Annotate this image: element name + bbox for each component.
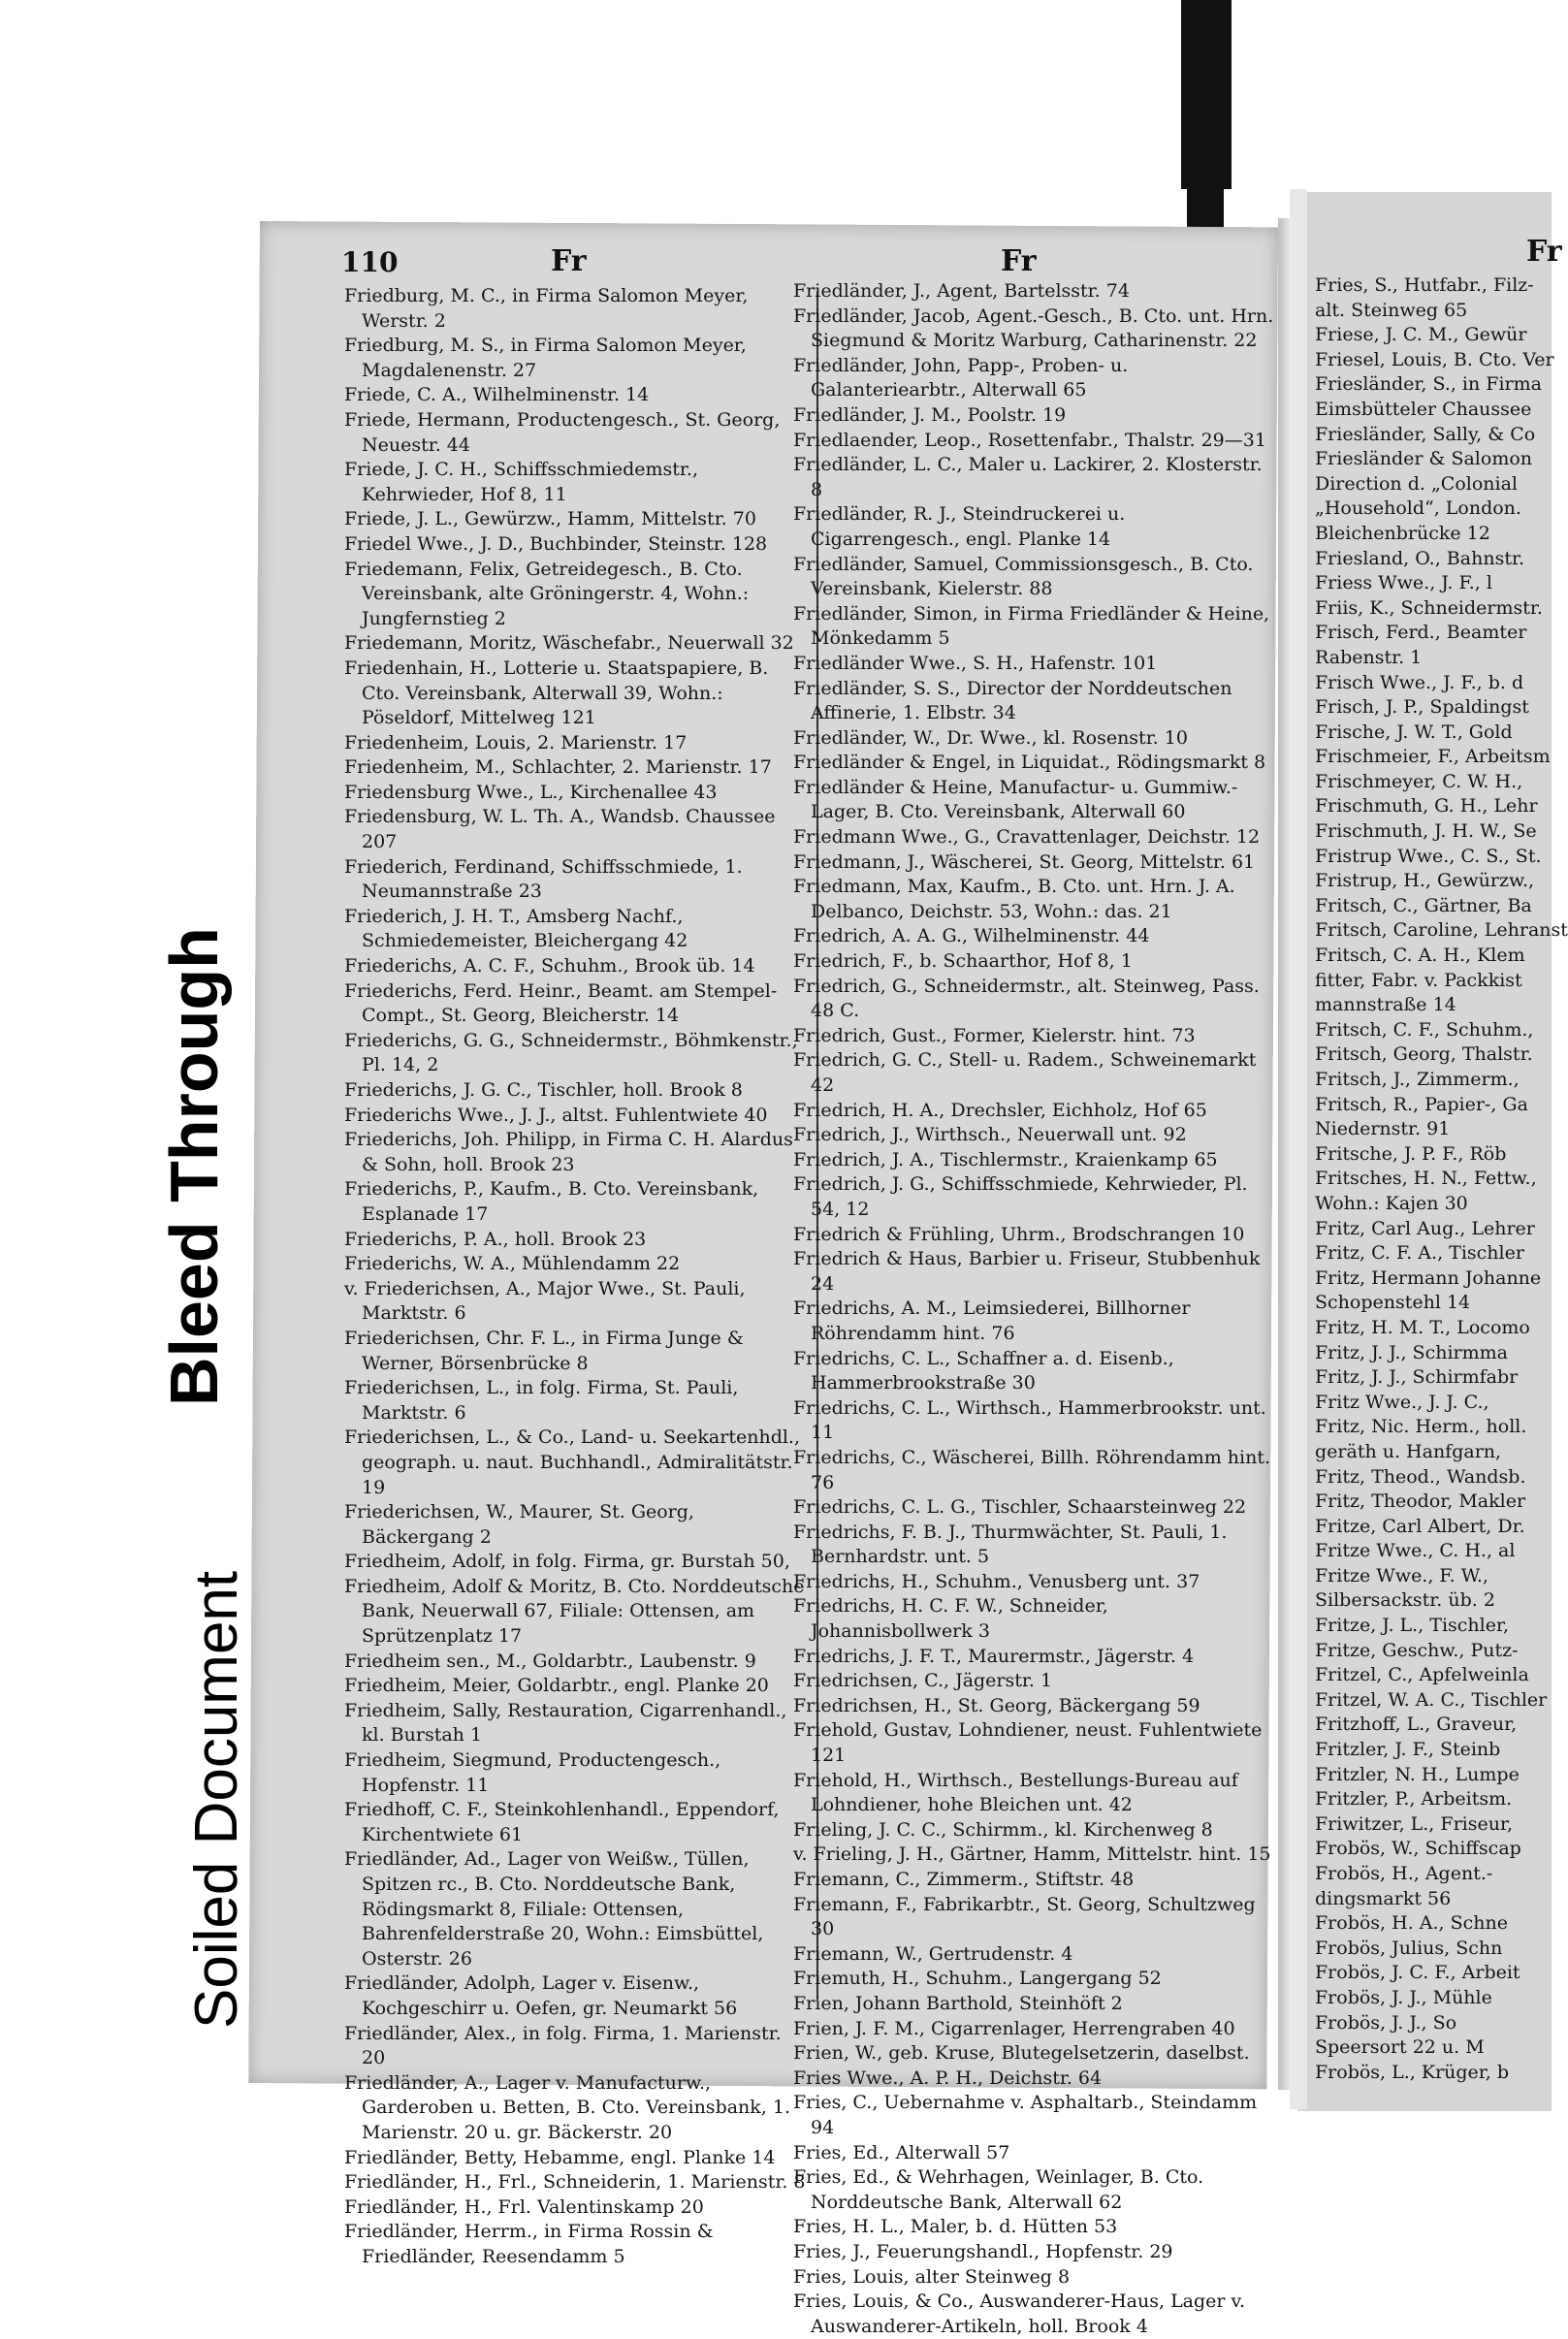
directory-entry: v. Frieling, J. H., Gärtner, Hamm, Mittelstr. hint. 15 bbox=[793, 1843, 1271, 1866]
directory-entry: Friederich, J. H. T., Amsberg Nachf., Schmiedemeister, Bleichergang 42 bbox=[344, 905, 688, 952]
directory-entry: Frobös, W., Schiffscap bbox=[1315, 1838, 1521, 1860]
directory-entry: dingsmarkt 56 bbox=[1315, 1887, 1452, 1909]
directory-entry: Frien, W., geb. Kruse, Blutegelsetzerin, daselbst. bbox=[793, 2042, 1250, 2065]
directory-entry: Friedrich, F., b. Schaarthor, Hof 8, 1 bbox=[793, 950, 1133, 973]
directory-entry: Friedländer, R. J., Steindruckerei u. Cigarrengesch., engl. Planke 14 bbox=[793, 503, 1126, 550]
directory-entry: Rabenstr. 1 bbox=[1315, 646, 1423, 668]
directory-entry: Friederichs, Ferd. Heinr., Beamt. am Stempel-Compt., St. Georg, Bleicherstr. 14 bbox=[344, 979, 778, 1027]
directory-entry: Friemann, F., Fabrikarbtr., St. Georg, Schultzweg 30 bbox=[793, 1893, 1256, 1940]
directory-entry: Frisch Wwe., J. F., b. d bbox=[1315, 671, 1524, 693]
directory-entry: Friederichsen, L., & Co., Land- u. Seekartenhdl., geograph. u. naut. Buchhandl., Admiralitätstr. 19 bbox=[344, 1426, 801, 1498]
directory-entry: Frische, J. W. T., Gold bbox=[1315, 721, 1513, 743]
directory-entry: Fritz, J. J., Schirmfabr bbox=[1315, 1366, 1519, 1389]
directory-entry: Friedländer, J. M., Poolstr. 19 bbox=[793, 403, 1067, 426]
directory-entry: Friedrich, J. G., Schiffsschmiede, Kehrwieder, Pl. 54, 12 bbox=[793, 1173, 1248, 1220]
directory-entry: Friedländer, L. C., Maler u. Lackirer, 2. Klosterstr. 8 bbox=[793, 454, 1263, 500]
directory-entry: v. Friederichsen, A., Major Wwe., St. Pauli, Marktstr. 6 bbox=[344, 1277, 746, 1325]
directory-entry: Friehold, H., Wirthsch., Bestellungs-Bureau auf Lohndiener, hohe Bleichen unt. 42 bbox=[793, 1769, 1238, 1816]
directory-entry: Friederichsen, Chr. F. L., in Firma Junge & Werner, Börsenbrücke 8 bbox=[344, 1327, 744, 1374]
directory-entry: Fries, J., Feuerungshandl., Hopfenstr. 29 bbox=[793, 2240, 1173, 2262]
directory-entry: Fritsch, Caroline, Lehranst bbox=[1315, 919, 1568, 942]
directory-entry: Fritsch, R., Papier-, Ga bbox=[1315, 1093, 1528, 1115]
directory-entry: Friedheim, Adolf & Moritz, B. Cto. Norddeutsche Bank, Neuerwall 67, Filiale: Ottensen, am Sprützenplatz 17 bbox=[344, 1575, 805, 1648]
directory-entry: Friese, J. C. M., Gewür bbox=[1315, 324, 1527, 346]
directory-entry: Fritz, Carl Aug., Lehrer bbox=[1315, 1217, 1535, 1239]
directory-entry: Frobös, H. A., Schne bbox=[1315, 1912, 1508, 1935]
directory-entry: Friedhoff, C. F., Steinkohlenhandl., Eppendorf, Kirchentwiete 61 bbox=[344, 1799, 780, 1845]
directory-entry: Frischmeyer, C. W. H., bbox=[1315, 770, 1523, 792]
directory-entry: Fritz, Nic. Herm., holl. bbox=[1315, 1416, 1527, 1438]
directory-entry: Frobös, H., Agent.- bbox=[1315, 1863, 1493, 1884]
directory-entry: Wohn.: Kajen 30 bbox=[1315, 1192, 1468, 1214]
page-number: 110 bbox=[341, 246, 399, 278]
directory-entry: geräth u. Hanfgarn, bbox=[1315, 1440, 1502, 1462]
directory-entry: Frobös, L., Krüger, b bbox=[1315, 2061, 1510, 2083]
directory-entry: Fries, H. L., Maler, b. d. Hütten 53 bbox=[793, 2216, 1118, 2238]
directory-entry: Friedländer, J., Agent, Bartelsstr. 74 bbox=[793, 280, 1130, 302]
directory-entry: Fries Wwe., A. P. H., Deichstr. 64 bbox=[793, 2067, 1103, 2089]
directory-entry: Bleichenbrücke 12 bbox=[1315, 522, 1490, 544]
directory-entry: Friedrichs, C. L., Wirthsch., Hammerbrookstr. unt. 11 bbox=[793, 1396, 1266, 1444]
directory-entry: Friehold, Gustav, Lohndiener, neust. Fuhlentwiete 121 bbox=[793, 1719, 1263, 1767]
directory-entry: Friedländer, W., Dr. Wwe., kl. Rosenstr. 10 bbox=[793, 726, 1188, 749]
directory-entry: Fritz, Theod., Wandsb. bbox=[1315, 1465, 1526, 1488]
directory-entry: Direction d. „Colonial bbox=[1315, 472, 1518, 495]
page-edge bbox=[1278, 218, 1292, 2090]
page-header-left: Fr bbox=[551, 244, 587, 278]
directory-entry: Friederichs, J. G. C., Tischler, holl. Brook 8 bbox=[344, 1079, 743, 1101]
directory-entry: Fries, Louis, & Co., Auswanderer-Haus, Lager v. Auswanderer-Artikeln, holl. Brook 4 bbox=[793, 2291, 1246, 2337]
directory-entry: Friemann, W., Gertrudenstr. 4 bbox=[793, 1942, 1073, 1965]
directory-entry: Fritz, Theodor, Makler bbox=[1315, 1490, 1526, 1513]
directory-entry: Friedrich, J. A., Tischlermstr., Kraienkamp 65 bbox=[793, 1148, 1218, 1170]
directory-entry: Fritz, J. J., Schirmma bbox=[1315, 1341, 1508, 1363]
directory-entry: Friederichs, A. C. F., Schuhm., Brook üb. 14 bbox=[344, 955, 755, 977]
directory-entry: Fritsch, C. F., Schuhm., bbox=[1315, 1018, 1534, 1041]
directory-entry: Frisch, Ferd., Beamter bbox=[1315, 622, 1527, 644]
directory-entry: Fritsch, C., Gärtner, Ba bbox=[1315, 894, 1532, 916]
directory-entry: Friedländer Wwe., S. H., Hafenstr. 101 bbox=[793, 652, 1158, 674]
directory-entry: Friedenheim, M., Schlachter, 2. Marienstr. 17 bbox=[344, 756, 772, 779]
directory-entry: Friemann, C., Zimmerm., Stiftstr. 48 bbox=[793, 1869, 1135, 1890]
directory-entry: Fritzel, W. A. C., Tischler bbox=[1315, 1688, 1548, 1711]
directory-entry: Friedemann, Felix, Getreidegesch., B. Cto. Vereinsbank, alte Gröningerstr. 4, Wohn.: Jungfernstieg 2 bbox=[344, 558, 750, 629]
directory-entry: Friedländer, Samuel, Commissionsgesch., B. Cto. Vereinsbank, Kielerstr. 88 bbox=[793, 553, 1254, 600]
directory-entry: Friedrichs, H., Schuhm., Venusberg unt. 37 bbox=[793, 1570, 1200, 1592]
book-spine bbox=[1290, 189, 1307, 2109]
directory-entry: Fritzel, C., Apfelweinla bbox=[1315, 1664, 1529, 1686]
directory-entry: Fritz, C. F. A., Tischler bbox=[1315, 1242, 1524, 1265]
page-header-right: Fr bbox=[1001, 244, 1037, 278]
directory-entry: Fritze, Geschw., Putz- bbox=[1315, 1639, 1519, 1661]
directory-entry: Friederichs, W. A., Mühlendamm 22 bbox=[344, 1253, 681, 1275]
directory-entry: Fristrup Wwe., C. S., St. bbox=[1315, 845, 1542, 867]
directory-entry: Silbersackstr. üb. 2 bbox=[1315, 1589, 1495, 1612]
directory-entry: Fritsch, C. A. H., Klem bbox=[1315, 945, 1525, 967]
directory-entry: Fries, Louis, alter Steinweg 8 bbox=[793, 2265, 1071, 2288]
scan-black-bar-lower bbox=[1187, 189, 1224, 228]
directory-entry: Friedrich, Gust., Former, Kielerstr. hint. 73 bbox=[793, 1024, 1196, 1046]
directory-entry: Frischmeier, F., Arbeitsm bbox=[1315, 746, 1551, 768]
directory-entry: Frien, J. F. M., Cigarrenlager, Herrengraben 40 bbox=[793, 2017, 1235, 2039]
directory-entry: Friedrich & Frühling, Uhrm., Brodschrangen 10 bbox=[793, 1223, 1245, 1245]
directory-entry: Friedländer, Alex., in folg. Firma, 1. Marienstr. 20 bbox=[344, 2022, 782, 2069]
directory-entry: Friedburg, M. C., in Firma Salomon Meyer, Werstr. 2 bbox=[344, 285, 749, 332]
directory-entry: Fries, C., Uebernahme v. Asphaltarb., Steindamm 94 bbox=[793, 2092, 1258, 2138]
directory-entry: Friederichs, G. G., Schneidermstr., Böhmkenstr., Pl. 14, 2 bbox=[344, 1029, 798, 1076]
directory-entry: Friedheim, Meier, Goldarbtr., engl. Planke 20 bbox=[344, 1675, 769, 1697]
directory-entry: Friedländer, Betty, Hebamme, engl. Planke 14 bbox=[344, 2146, 776, 2168]
directory-entry: Friedenheim, Louis, 2. Marienstr. 17 bbox=[344, 731, 688, 753]
directory-entry: Friedländer, S. S., Director der Norddeutschen Affinerie, 1. Elbstr. 34 bbox=[793, 677, 1232, 724]
directory-entry: Friedländer, John, Papp-, Proben- u. Galanteriearbtr., Alterwall 65 bbox=[793, 354, 1129, 401]
directory-entry: Fritzler, P., Arbeitsm. bbox=[1315, 1788, 1513, 1810]
directory-entry: Friedheim sen., M., Goldarbtr., Laubenstr. 9 bbox=[344, 1650, 756, 1672]
soiled-document-label: Soiled Document bbox=[183, 1570, 250, 2029]
directory-entry: Friesländer & Salomon bbox=[1315, 448, 1533, 470]
directory-entry: Friedrich & Haus, Barbier u. Friseur, Stubbenhuk 24 bbox=[793, 1248, 1261, 1295]
directory-entry: Friesländer, S., in Firma bbox=[1315, 373, 1542, 396]
directory-entry: Friederichs, P., Kaufm., B. Cto. Vereinsbank, Esplanade 17 bbox=[344, 1178, 759, 1225]
directory-entry: Fritze Wwe., F. W., bbox=[1315, 1564, 1489, 1586]
directory-entry: Frobös, J. J., Mühle bbox=[1315, 1986, 1492, 2008]
directory-entry: Friedländer, H., Frl., Schneiderin, 1. Marienstr. 8 bbox=[344, 2171, 806, 2194]
directory-entry: Frobös, Julius, Schn bbox=[1315, 1937, 1503, 1959]
directory-entry: Friederichsen, W., Maurer, St. Georg, Bäckergang 2 bbox=[344, 1501, 694, 1548]
directory-entry: Fritz, H. M. T., Locomo bbox=[1315, 1316, 1530, 1338]
directory-entry: Friedländer, Ad., Lager von Weißw., Tüllen, Spitzen rc., B. Cto. Norddeutsche Bank, Rödingsmarkt 8, Filiale: Ottensen, Bahrenfelderstraße 20, Wohn.: Eimsbüttel, Osterstr. 26 bbox=[344, 1848, 764, 1970]
directory-entry: Fritzhoff, L., Graveur, bbox=[1315, 1714, 1518, 1736]
directory-entry: Friede, J. C. H., Schiffsschmiedemstr., Kehrwieder, Hof 8, 11 bbox=[344, 459, 698, 505]
directory-entry: Friederichsen, L., in folg. Firma, St. Pauli, Marktstr. 6 bbox=[344, 1377, 739, 1424]
directory-entry: Friess Wwe., J. F., l bbox=[1315, 572, 1492, 594]
directory-entry: Friedenhain, H., Lotterie u. Staatspapiere, B. Cto. Vereinsbank, Alterwall 39, Wohn.: Pöseldorf, Mittelweg 121 bbox=[344, 657, 769, 729]
directory-entry: Friesel, Louis, B. Cto. Ver bbox=[1315, 348, 1554, 370]
directory-entry: Friedmann, J., Wäscherei, St. Georg, Mittelstr. 61 bbox=[793, 850, 1256, 873]
directory-entry: Friedrich, G. C., Stell- u. Radem., Schweinemarkt 42 bbox=[793, 1049, 1257, 1096]
directory-entry: Friedrichs, F. B. J., Thurmwächter, St. Pauli, 1. Bernhardstr. unt. 5 bbox=[793, 1521, 1228, 1568]
directory-entry: Speersort 22 u. M bbox=[1315, 2036, 1485, 2059]
directory-entry: Fritsches, H. N., Fettw., bbox=[1315, 1168, 1537, 1190]
directory-entry: Friederichs, P. A., holl. Brook 23 bbox=[344, 1228, 647, 1250]
directory-entry: Friedländer, Jacob, Agent.-Gesch., B. Cto. unt. Hrn. Siegmund & Moritz Warburg, Catharinenstr. 22 bbox=[793, 304, 1274, 352]
directory-entry: Friedensburg, W. L. Th. A., Wandsb. Chaussee 207 bbox=[344, 806, 776, 853]
directory-entry: alt. Steinweg 65 bbox=[1315, 299, 1468, 321]
directory-entry: Friedrichsen, C., Jägerstr. 1 bbox=[793, 1670, 1053, 1692]
directory-entry: Schopenstehl 14 bbox=[1315, 1292, 1471, 1314]
directory-entry: Frieling, J. C. C., Schirmm., kl. Kirchenweg 8 bbox=[793, 1818, 1213, 1841]
directory-column-left bbox=[344, 284, 810, 2267]
directory-entry: Friedrich, A. A. G., Wilhelminenstr. 44 bbox=[793, 925, 1150, 947]
directory-entry: Friis, K., Schneidermstr. bbox=[1315, 596, 1543, 619]
directory-entry: Friedrichs, C., Wäscherei, Billh. Röhrendamm hint. 76 bbox=[793, 1446, 1270, 1493]
directory-entry: Friederich, Ferdinand, Schiffsschmiede, 1. Neumannstraße 23 bbox=[344, 855, 743, 903]
next-page-column bbox=[1315, 273, 1568, 2097]
directory-entry: Friedrich, G., Schneidermstr., alt. Steinweg, Pass. 48 C. bbox=[793, 975, 1260, 1022]
directory-entry: Friedländer & Engel, in Liquidat., Rödingsmarkt 8 bbox=[793, 752, 1266, 774]
directory-entry: Frobös, J. C. F., Arbeit bbox=[1315, 1962, 1520, 1984]
directory-entry: Friedmann Wwe., G., Cravattenlager, Deichstr. 12 bbox=[793, 826, 1261, 849]
directory-entry: Fritz Wwe., J. J. C., bbox=[1315, 1391, 1489, 1413]
directory-entry: Friede, C. A., Wilhelminenstr. 14 bbox=[344, 384, 650, 406]
directory-entry: Friesländer, Sally, & Co bbox=[1315, 423, 1536, 445]
directory-entry: Frischmuth, J. H. W., Se bbox=[1315, 820, 1537, 843]
directory-entry: Friedburg, M. S., in Firma Salomon Meyer, Magdalenenstr. 27 bbox=[344, 335, 747, 381]
directory-entry: Friedheim, Sally, Restauration, Cigarrenhandl., kl. Burstah 1 bbox=[344, 1699, 787, 1746]
directory-entry: Friedländer, A., Lager v. Manufacturw., Garderoben u. Betten, B. Cto. Vereinsbank, 1. Marienstr. 20 u. gr. Bäckerstr. 20 bbox=[344, 2071, 791, 2143]
directory-entry: „Household“, London. bbox=[1315, 497, 1521, 520]
directory-entry: Fritze, J. L., Tischler, bbox=[1315, 1615, 1510, 1637]
directory-entry: Friedel Wwe., J. D., Buchbinder, Steinstr. 128 bbox=[344, 532, 768, 555]
directory-column-right bbox=[793, 279, 1274, 2337]
directory-entry: Friedheim, Siegmund, Productengesch., Hopfenstr. 11 bbox=[344, 1749, 721, 1796]
directory-entry: Friederichs, Joh. Philipp, in Firma C. H. Alardus & Sohn, holl. Brook 23 bbox=[344, 1129, 793, 1175]
directory-entry: Fritze Wwe., C. H., al bbox=[1315, 1540, 1516, 1562]
directory-entry: fitter, Fabr. v. Packkist bbox=[1315, 969, 1522, 991]
directory-entry: Friedländer, H., Frl. Valentinskamp 20 bbox=[344, 2195, 704, 2218]
directory-entry: Friedrich, H. A., Drechsler, Eichholz, Hof 65 bbox=[793, 1099, 1207, 1121]
directory-entry: Fritsch, Georg, Thalstr. bbox=[1315, 1043, 1533, 1066]
directory-entry: Fritsche, J. P. F., Röb bbox=[1315, 1142, 1507, 1165]
directory-entry: Friedrichs, C. L., Schaffner a. d. Eisenb., Hammerbrookstraße 30 bbox=[793, 1347, 1174, 1394]
bleed-through-label: Bleed Through bbox=[156, 927, 232, 1406]
next-page-header: Fr bbox=[1526, 235, 1562, 269]
directory-entry: Frien, Johann Barthold, Steinhöft 2 bbox=[793, 1992, 1123, 2014]
directory-entry: Friedländer, Simon, in Firma Friedländer & Heine, Mönkedamm 5 bbox=[793, 602, 1270, 650]
directory-entry: Fritsch, J., Zimmerm., bbox=[1315, 1069, 1520, 1090]
directory-entry: Friedrichs, H. C. F. W., Schneider, Johannisbollwerk 3 bbox=[793, 1595, 1108, 1643]
directory-entry: Friedrichsen, H., St. Georg, Bäckergang 59 bbox=[793, 1694, 1200, 1716]
directory-entry: Eimsbütteler Chaussee bbox=[1315, 398, 1532, 420]
directory-entry: Friedländer & Heine, Manufactur- u. Gummiw.-Lager, B. Cto. Vereinsbank, Alterwall 60 bbox=[793, 776, 1238, 823]
directory-entry: Fries, S., Hutfabr., Filz- bbox=[1315, 274, 1534, 296]
directory-entry: Fries, Ed., & Wehrhagen, Weinlager, B. Cto. Norddeutsche Bank, Alterwall 62 bbox=[793, 2166, 1204, 2213]
directory-entry: Friede, J. L., Gewürzw., Hamm, Mittelstr. 70 bbox=[344, 508, 756, 530]
directory-entry: Friedemann, Moritz, Wäschefabr., Neuerwall 32 bbox=[344, 632, 794, 655]
directory-entry: Friedrichs, J. F. T., Maurermstr., Jägerstr. 4 bbox=[793, 1645, 1195, 1667]
directory-entry: Friederichs Wwe., J. J., altst. Fuhlentwiete 40 bbox=[344, 1104, 768, 1126]
directory-entry: Frischmuth, G. H., Lehr bbox=[1315, 795, 1538, 817]
scan-black-bar bbox=[1181, 0, 1232, 189]
directory-entry: Fritze, Carl Albert, Dr. bbox=[1315, 1515, 1525, 1537]
directory-entry: Friedrichs, C. L. G., Tischler, Schaarsteinweg 22 bbox=[793, 1496, 1247, 1519]
directory-entry: Fries, Ed., Alterwall 57 bbox=[793, 2141, 1010, 2163]
directory-entry: Friedlaender, Leop., Rosettenfabr., Thalstr. 29—31 bbox=[793, 429, 1266, 451]
directory-entry: Friedrichs, A. M., Leimsiederei, Billhorner Röhrendamm hint. 76 bbox=[793, 1298, 1191, 1344]
directory-entry: Fritz, Hermann Johanne bbox=[1315, 1266, 1542, 1289]
directory-entry: Friedrich, J., Wirthsch., Neuerwall unt. 92 bbox=[793, 1124, 1187, 1146]
directory-entry: Niedernstr. 91 bbox=[1315, 1118, 1451, 1140]
directory-entry: Friedmann, Max, Kaufm., B. Cto. unt. Hrn. J. A. Delbanco, Deichstr. 53, Wohn.: das. 21 bbox=[793, 876, 1235, 922]
directory-entry: Friedländer, Herrm., in Firma Rossin & Friedländer, Reesendamm 5 bbox=[344, 2221, 714, 2267]
directory-entry: Friedensburg Wwe., L., Kirchenallee 43 bbox=[344, 781, 718, 803]
directory-entry: Fritzler, N. H., Lumpe bbox=[1315, 1763, 1520, 1785]
directory-entry: Friwitzer, L., Friseur, bbox=[1315, 1812, 1513, 1835]
directory-entry: Friemuth, H., Schuhm., Langergang 52 bbox=[793, 1968, 1162, 1990]
directory-entry: Friede, Hermann, Productengesch., St. Georg, Neuestr. 44 bbox=[344, 408, 781, 456]
directory-entry: Fristrup, H., Gewürzw., bbox=[1315, 870, 1535, 892]
directory-entry: mannstraße 14 bbox=[1315, 994, 1456, 1016]
directory-entry: Friedländer, Adolph, Lager v. Eisenw., Kochgeschirr u. Oefen, gr. Neumarkt 56 bbox=[344, 1972, 738, 2019]
directory-entry: Friedheim, Adolf, in folg. Firma, gr. Burstah 50, bbox=[344, 1551, 790, 1573]
directory-entry: Frisch, J. P., Spaldingst bbox=[1315, 696, 1529, 719]
directory-entry: Fritzler, J. F., Steinb bbox=[1315, 1739, 1501, 1761]
directory-entry: Frobös, J. J., So bbox=[1315, 2011, 1457, 2034]
directory-entry: Friesland, O., Bahnstr. bbox=[1315, 547, 1524, 569]
